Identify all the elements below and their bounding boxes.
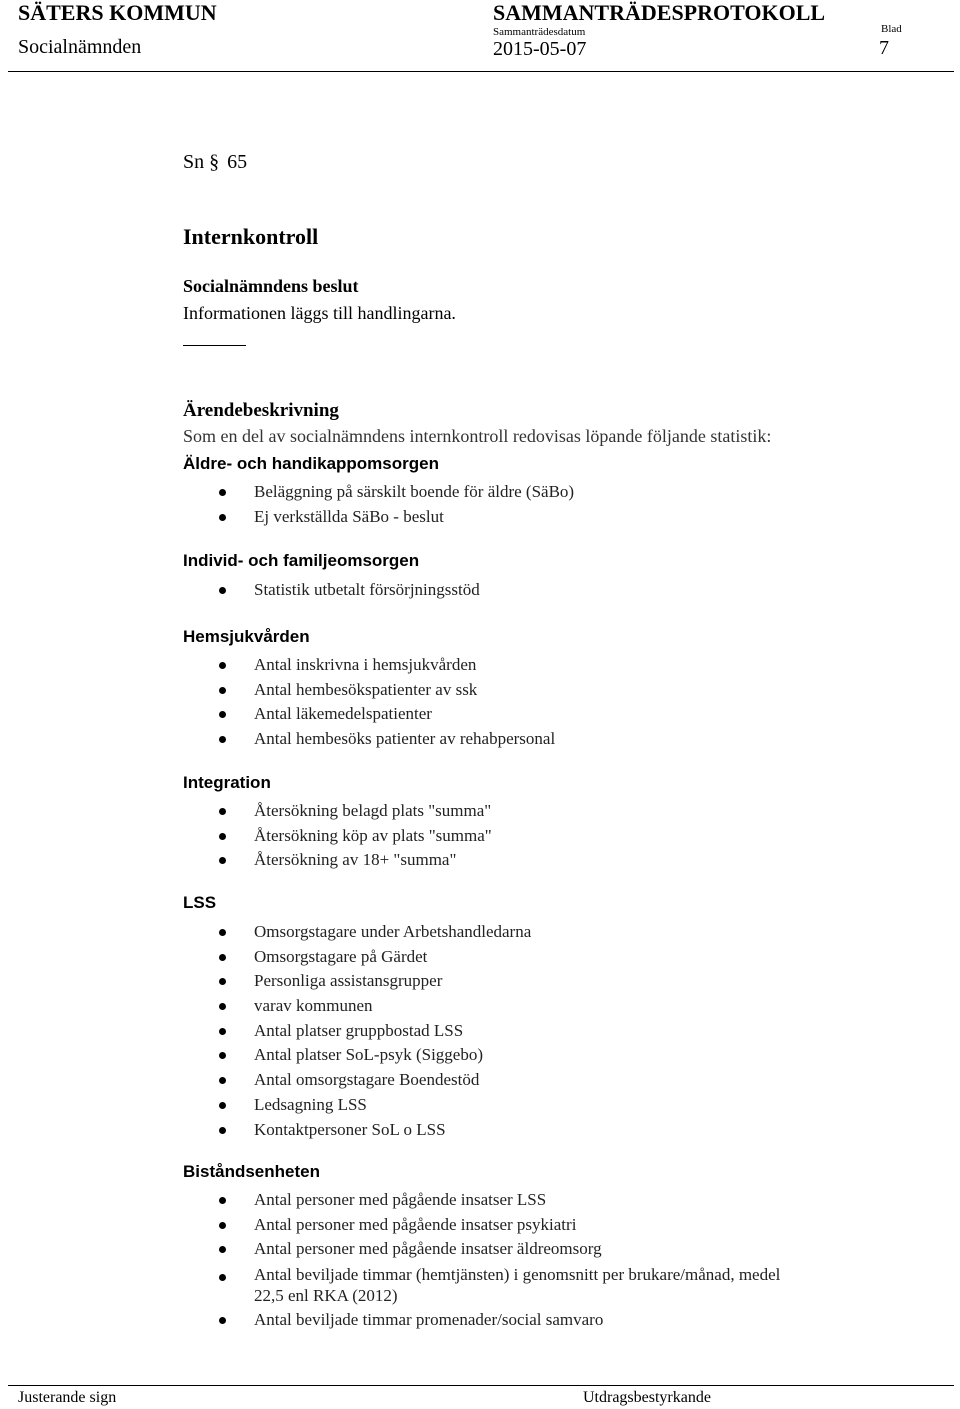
department-name: Socialnämnden (18, 36, 142, 58)
page-label: Blad (881, 23, 902, 35)
list-item: Antal inskrivna i hemsjukvården (0, 653, 555, 678)
list-item: Antal platser gruppbostad LSS (0, 1019, 531, 1044)
section-heading-lss: LSS (183, 893, 217, 912)
section-sign: § (209, 151, 220, 173)
list-item: Återsökning köp av plats "summa" (0, 824, 492, 849)
bullet-icon (219, 736, 226, 743)
list-item: Återsökning belagd plats "summa" (0, 799, 492, 824)
section-heading-aldre: Äldre- och handikappomsorgen (183, 454, 439, 473)
bullet-icon (219, 808, 226, 815)
page-title: Internkontroll (183, 224, 319, 249)
list-item: Antal hembesökspatienter av ssk (0, 678, 555, 703)
bullet-icon (219, 1003, 226, 1010)
bullet-icon (219, 514, 226, 521)
bullet-icon (219, 833, 226, 840)
organization-name: SÄTERS KOMMUN (18, 0, 217, 25)
bullet-icon (219, 687, 226, 694)
section-list-bistandsenheten (0, 1188, 814, 1333)
list-item: Antal läkemedelspatienter (0, 702, 555, 727)
bullet-icon (219, 1274, 226, 1281)
list-item: Antal personer med pågående insatser LSS (0, 1188, 814, 1213)
list-item: Antal omsorgstagare Boendestöd (0, 1068, 531, 1093)
bullet-icon (219, 1197, 226, 1204)
decision-divider (183, 345, 246, 346)
list-item: Antal platser SoL-psyk (Siggebo) (0, 1043, 531, 1068)
list-item: Beläggning på särskilt boende för äldre (SäBo) (0, 480, 574, 505)
section-list-integration (0, 799, 492, 873)
meeting-date: 2015-05-07 (493, 38, 587, 60)
page-number: 7 (879, 37, 889, 59)
decision-text: Informationen läggs till handlingarna. (183, 303, 456, 323)
document-type: SAMMANTRÄDESPROTOKOLL (493, 0, 826, 25)
section-heading-bistandsenheten: Biståndsenheten (183, 1162, 320, 1181)
section-list-ifo (0, 578, 480, 603)
paragraph-number: 65 (227, 151, 248, 173)
list-item: Antal hembesöks patienter av rehabpersonal (0, 727, 555, 752)
paragraph-reference (183, 151, 247, 174)
bullet-icon (219, 1102, 226, 1109)
bullet-icon (219, 978, 226, 985)
paragraph-prefix: Sn (183, 151, 205, 173)
list-item: Återsökning av 18+ "summa" (0, 848, 492, 873)
section-list-lss (0, 920, 531, 1142)
list-item: Antal beviljade timmar (hemtjänsten) i genomsnitt per brukare/månad, medel 22,5 enl RKA (2012) (0, 1262, 814, 1308)
list-item: Statistik utbetalt försörjningsstöd (0, 578, 480, 603)
list-item: varav kommunen (0, 994, 531, 1019)
list-item: Kontaktpersoner SoL o LSS (0, 1118, 531, 1143)
list-item: Ej verkställda SäBo - beslut (0, 505, 574, 530)
description-heading: Ärendebeskrivning (183, 400, 339, 421)
list-item: Omsorgstagare på Gärdet (0, 945, 531, 970)
footer-divider (8, 1385, 954, 1386)
section-list-hemsjukvarden (0, 653, 555, 752)
list-item: Omsorgstagare under Arbetshandledarna (0, 920, 531, 945)
decision-heading: Socialnämndens beslut (183, 276, 359, 296)
description-intro: Som en del av socialnämndens internkontroll redovisas löpande följande statistik: (183, 426, 772, 446)
header-divider (8, 71, 954, 72)
bullet-icon (219, 489, 226, 496)
meeting-date-label: Sammanträdesdatum (493, 26, 586, 38)
bullet-icon (219, 1317, 226, 1324)
bullet-icon (219, 587, 226, 594)
bullet-icon (219, 1052, 226, 1059)
bullet-icon (219, 662, 226, 669)
list-item: Personliga assistansgrupper (0, 969, 531, 994)
bullet-icon (219, 1028, 226, 1035)
bullet-icon (219, 1077, 226, 1084)
list-item: Antal beviljade timmar promenader/social samvaro (0, 1308, 814, 1333)
list-item: Antal personer med pågående insatser äldreomsorg (0, 1237, 814, 1262)
list-item: Antal personer med pågående insatser psykiatri (0, 1213, 814, 1238)
section-heading-hemsjukvarden: Hemsjukvården (183, 627, 310, 646)
adjuster-signature-label: Justerande sign (18, 1389, 117, 1406)
bullet-icon (219, 1127, 226, 1134)
list-item: Ledsagning LSS (0, 1093, 531, 1118)
section-heading-integration: Integration (183, 773, 271, 792)
bullet-icon (219, 1246, 226, 1253)
bullet-icon (219, 929, 226, 936)
bullet-icon (219, 1222, 226, 1229)
bullet-icon (219, 857, 226, 864)
bullet-icon (219, 711, 226, 718)
section-heading-ifo: Individ- och familjeomsorgen (183, 551, 420, 570)
section-list-aldre (0, 480, 574, 529)
bullet-icon (219, 954, 226, 961)
extract-certification-label: Utdragsbestyrkande (583, 1389, 711, 1406)
